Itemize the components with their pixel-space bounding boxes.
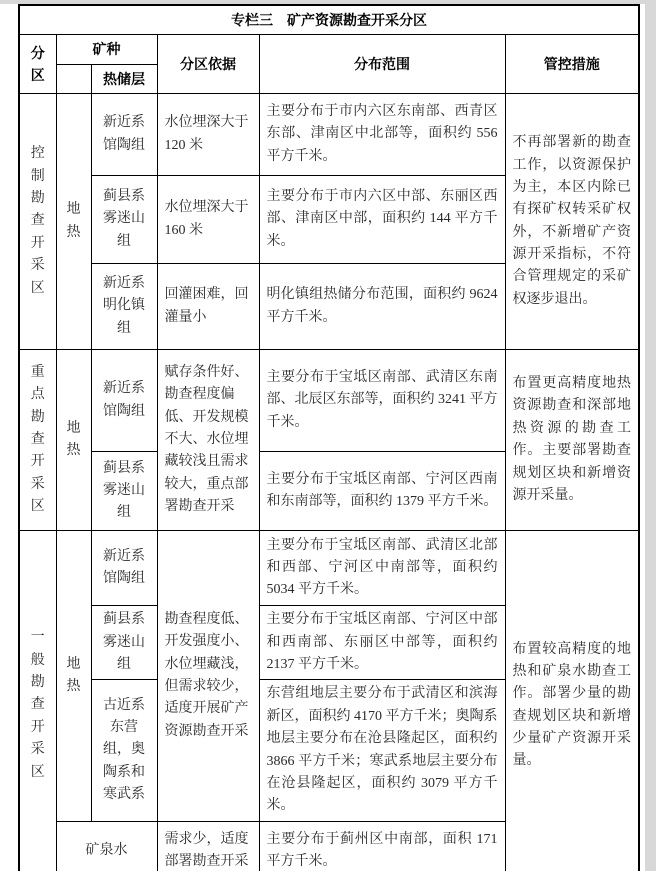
reservoir-cell: 新近系馆陶组: [91, 350, 157, 452]
reservoir-cell: 新近系馆陶组: [91, 531, 157, 606]
column-header-measures: 管控措施: [505, 35, 639, 94]
reservoir-cell: 蓟县系雾迷山组: [91, 452, 157, 531]
basis-cell: 水位埋深大于 120 米: [157, 94, 259, 176]
viewer-edge-right: [645, 0, 656, 871]
distribution-cell: 明化镇组热储分布范围，面积约 9624 平方千米。: [259, 264, 505, 350]
basis-cell: 需求少，适度部署勘查开采: [157, 821, 259, 871]
mineral-subheader-empty: [56, 64, 91, 93]
measures-cell: 布置更高精度地热资源勘查和深部地热资源的勘查工作。主要部署勘查规划区块和新增资源开采量。: [505, 350, 639, 531]
column-header-basis: 分区依据: [157, 35, 259, 94]
table-row: [19, 350, 639, 452]
measures-cell: 布置较高精度的地热和矿泉水勘查工作。部署少量的勘查规划区块和新增少量矿产资源开采量。: [505, 531, 639, 871]
basis-cell: 勘查程度低、开发强度小、水位埋藏浅，但需求较少，适度开展矿产资源勘查开采: [157, 531, 259, 822]
distribution-cell: 主要分布于宝坻区南部、武清区东南部、北辰区东部等，面积约 3241 平方千米。: [259, 350, 505, 452]
mineral-water-cell: 矿泉水: [56, 821, 157, 871]
reservoir-cell: 新近系馆陶组: [91, 94, 157, 176]
distribution-cell: 主要分布于蓟州区中南部，面积 171 平方千米。: [259, 821, 505, 871]
table-title: 专栏三 矿产资源勘查开采分区: [19, 5, 639, 35]
distribution-cell: 主要分布于市内六区东南部、西青区东部、津南区中北部等，面积约 556 平方千米。: [259, 94, 505, 176]
distribution-cell: 东营组地层主要分布于武清区和滨海新区，面积约 4170 平方千米；奥陶系地层主要分布在沧县隆起区，面积约 3866 平方千米；寒武系地层主要分布在沧县隆起区，面积约 3079 平方千米。: [259, 680, 505, 821]
column-header-distribution: 分布范围: [259, 35, 505, 94]
distribution-cell: 主要分布于宝坻区南部、宁河区中部和西南部、东丽区中部等，面积约 2137 平方千米。: [259, 606, 505, 680]
reservoir-cell: 古近系东营组，奥陶系和寒武系: [91, 680, 157, 821]
table-row: [19, 94, 639, 176]
mineral-cell: 地热: [56, 531, 91, 822]
mineral-cell: 地热: [56, 350, 91, 531]
distribution-cell: 主要分布于宝坻区南部、武清区北部和西部、宁河区中南部等，面积约 5034 平方千米。: [259, 531, 505, 606]
basis-cell: 回灌困难，回灌量小: [157, 264, 259, 350]
zone-name-cell: 重点勘查开采区: [19, 350, 56, 531]
column-header-zone: 分区: [19, 35, 56, 94]
measures-cell: 不再部署新的勘查工作，以资源保护为主，本区内除已有探矿权转采矿权外，不新增矿产资源开采指标，不符合管理规定的采矿权逐步退出。: [505, 94, 639, 350]
mineral-cell: 地热: [56, 94, 91, 350]
reservoir-cell: 蓟县系雾迷山组: [91, 176, 157, 264]
basis-cell: 水位埋深大于 160 米: [157, 176, 259, 264]
column-header-reservoir: 热储层: [91, 64, 157, 93]
distribution-cell: 主要分布于宝坻区南部、宁河区西南和东南部等，面积约 1379 平方千米。: [259, 452, 505, 531]
basis-cell: 赋存条件好、勘查程度偏低、开发规模不大、水位埋藏较浅且需求较大，重点部署勘查开采: [157, 350, 259, 531]
zone-name-cell: 控制勘查开采区: [19, 94, 56, 350]
zone-name-cell: 一般勘查开采区: [19, 531, 56, 871]
distribution-cell: 主要分布于市内六区中部、东丽区西部、津南区中部，面积约 144 平方千米。: [259, 176, 505, 264]
mineral-zoning-table: [18, 4, 640, 871]
table-row: [19, 531, 639, 606]
reservoir-cell: 蓟县系雾迷山组: [91, 606, 157, 680]
reservoir-cell: 新近系明化镇组: [91, 264, 157, 350]
column-header-mineral: 矿种: [56, 35, 157, 64]
